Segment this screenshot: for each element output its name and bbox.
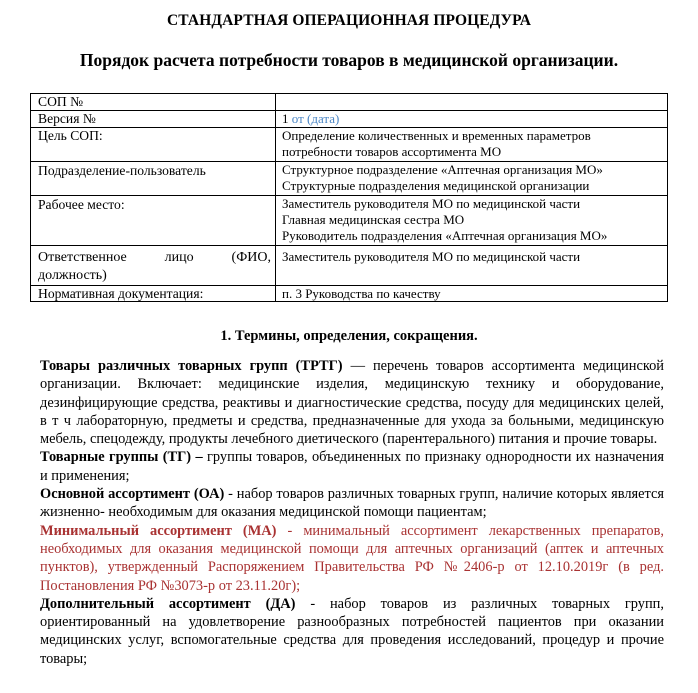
table-row (31, 246, 668, 286)
row-value-workplace (276, 196, 668, 246)
definition-paragraph (40, 448, 664, 485)
row-value-regulatory-docs: п. 3 Руководства по качеству (276, 286, 668, 302)
definition-paragraph (40, 357, 664, 448)
term: Основной ассортимент (ОА) (40, 486, 225, 503)
section-heading: 1. Термины, определения, сокращения. (220, 328, 478, 344)
purpose-line: Определение количественных и временных параметров (282, 128, 591, 143)
workplace-line: Руководитель подразделения «Аптечная организация МО» (282, 228, 608, 243)
table-row (31, 128, 668, 162)
definition-text: группы товаров, объединенных по признаку однородности их назначения и применения; (40, 449, 664, 484)
table-row (31, 94, 668, 111)
row-value-user-unit (276, 162, 668, 196)
row-label-regulatory-docs: Нормативная документация: (31, 286, 276, 302)
row-value-purpose (276, 128, 668, 162)
table-row (31, 111, 668, 128)
definitions-body (40, 357, 664, 668)
document-subtitle: Порядок расчета потребности товаров в медицинской организации. (79, 50, 619, 70)
row-label-responsible (31, 246, 276, 286)
definition-paragraph (40, 485, 664, 522)
definition-text: — перечень товаров ассортимента медицинской организации. Включает: медицинские изделия, медицинскую технику и оборудование, дезинфицирующие средства, реактивы и диагностические средства, посуду для медицинских целей, в т ч лабораторную, предметы и средства, предназначенные для ухода за больными, медицинскую мебель, спецодежду, продукты лечебного диетического (парентерального) питания и прочие товары. (40, 358, 664, 448)
user-unit-line: Структурные подразделения медицинской организации (282, 178, 590, 193)
definition-text: - минимальный ассортимент лекарственных препаратов, необходимых для оказания медицинской помощи для аптечных организаций (аптек и аптечных пунктов), утвержденный Распоряжением Правительства РФ №2406-р от 12.10.2019г (в ред. Постановления РФ №3073-р от 23.11.20г); (40, 522, 664, 594)
row-label-user-unit: Подразделение-пользователь (31, 162, 276, 196)
term: Минимальный ассортимент (МА) (40, 522, 277, 539)
version-number: 1 (282, 111, 289, 126)
responsible-label-line: должность) (38, 268, 107, 283)
term: Товарные группы (ТГ) – (40, 449, 203, 466)
user-unit-line: Структурное подразделение «Аптечная организация МО» (282, 162, 603, 177)
definition-text: - набор товаров из различных товарных групп, ориентированный на удовлетворение разнообразных потребностей пациентов при оказании медицинских услуг, вспомогательные средства для проведения исследований, процедур и прочие товары; (40, 595, 664, 667)
row-label-purpose: Цель СОП: (31, 128, 276, 162)
definition-text: - набор товаров различных товарных групп, наличие которых является жизненно- необходимым для оказания медицинской помощи пациентам; (40, 486, 664, 521)
workplace-line: Заместитель руководителя МО по медицинской части (282, 196, 581, 211)
row-value-version (276, 111, 668, 128)
table-row (31, 162, 668, 196)
purpose-line: потребности товаров ассортимента МО (282, 144, 502, 159)
term: Товары различных товарных групп (ТРТГ) (40, 358, 343, 374)
sop-info-table (30, 93, 668, 302)
definition-paragraph (40, 522, 664, 595)
row-value-sop-number (276, 94, 668, 111)
term: Дополнительный ассортимент (ДА) (40, 595, 296, 612)
document-title: СТАНДАРТНАЯ ОПЕРАЦИОННАЯ ПРОЦЕДУРА (166, 12, 532, 29)
workplace-line: Главная медицинская сестра МО (282, 212, 465, 227)
version-date-placeholder: от (дата) (291, 111, 340, 126)
responsible-label-line: Ответственное лицо (ФИО, (38, 250, 271, 265)
definition-paragraph (40, 595, 664, 668)
row-label-workplace: Рабочее место: (31, 196, 276, 246)
table-row (31, 286, 668, 302)
row-value-responsible: Заместитель руководителя МО по медицинской части (276, 246, 668, 286)
row-label-sop-number: СОП № (31, 94, 276, 111)
row-label-version: Версия № (31, 111, 276, 128)
table-row (31, 196, 668, 246)
